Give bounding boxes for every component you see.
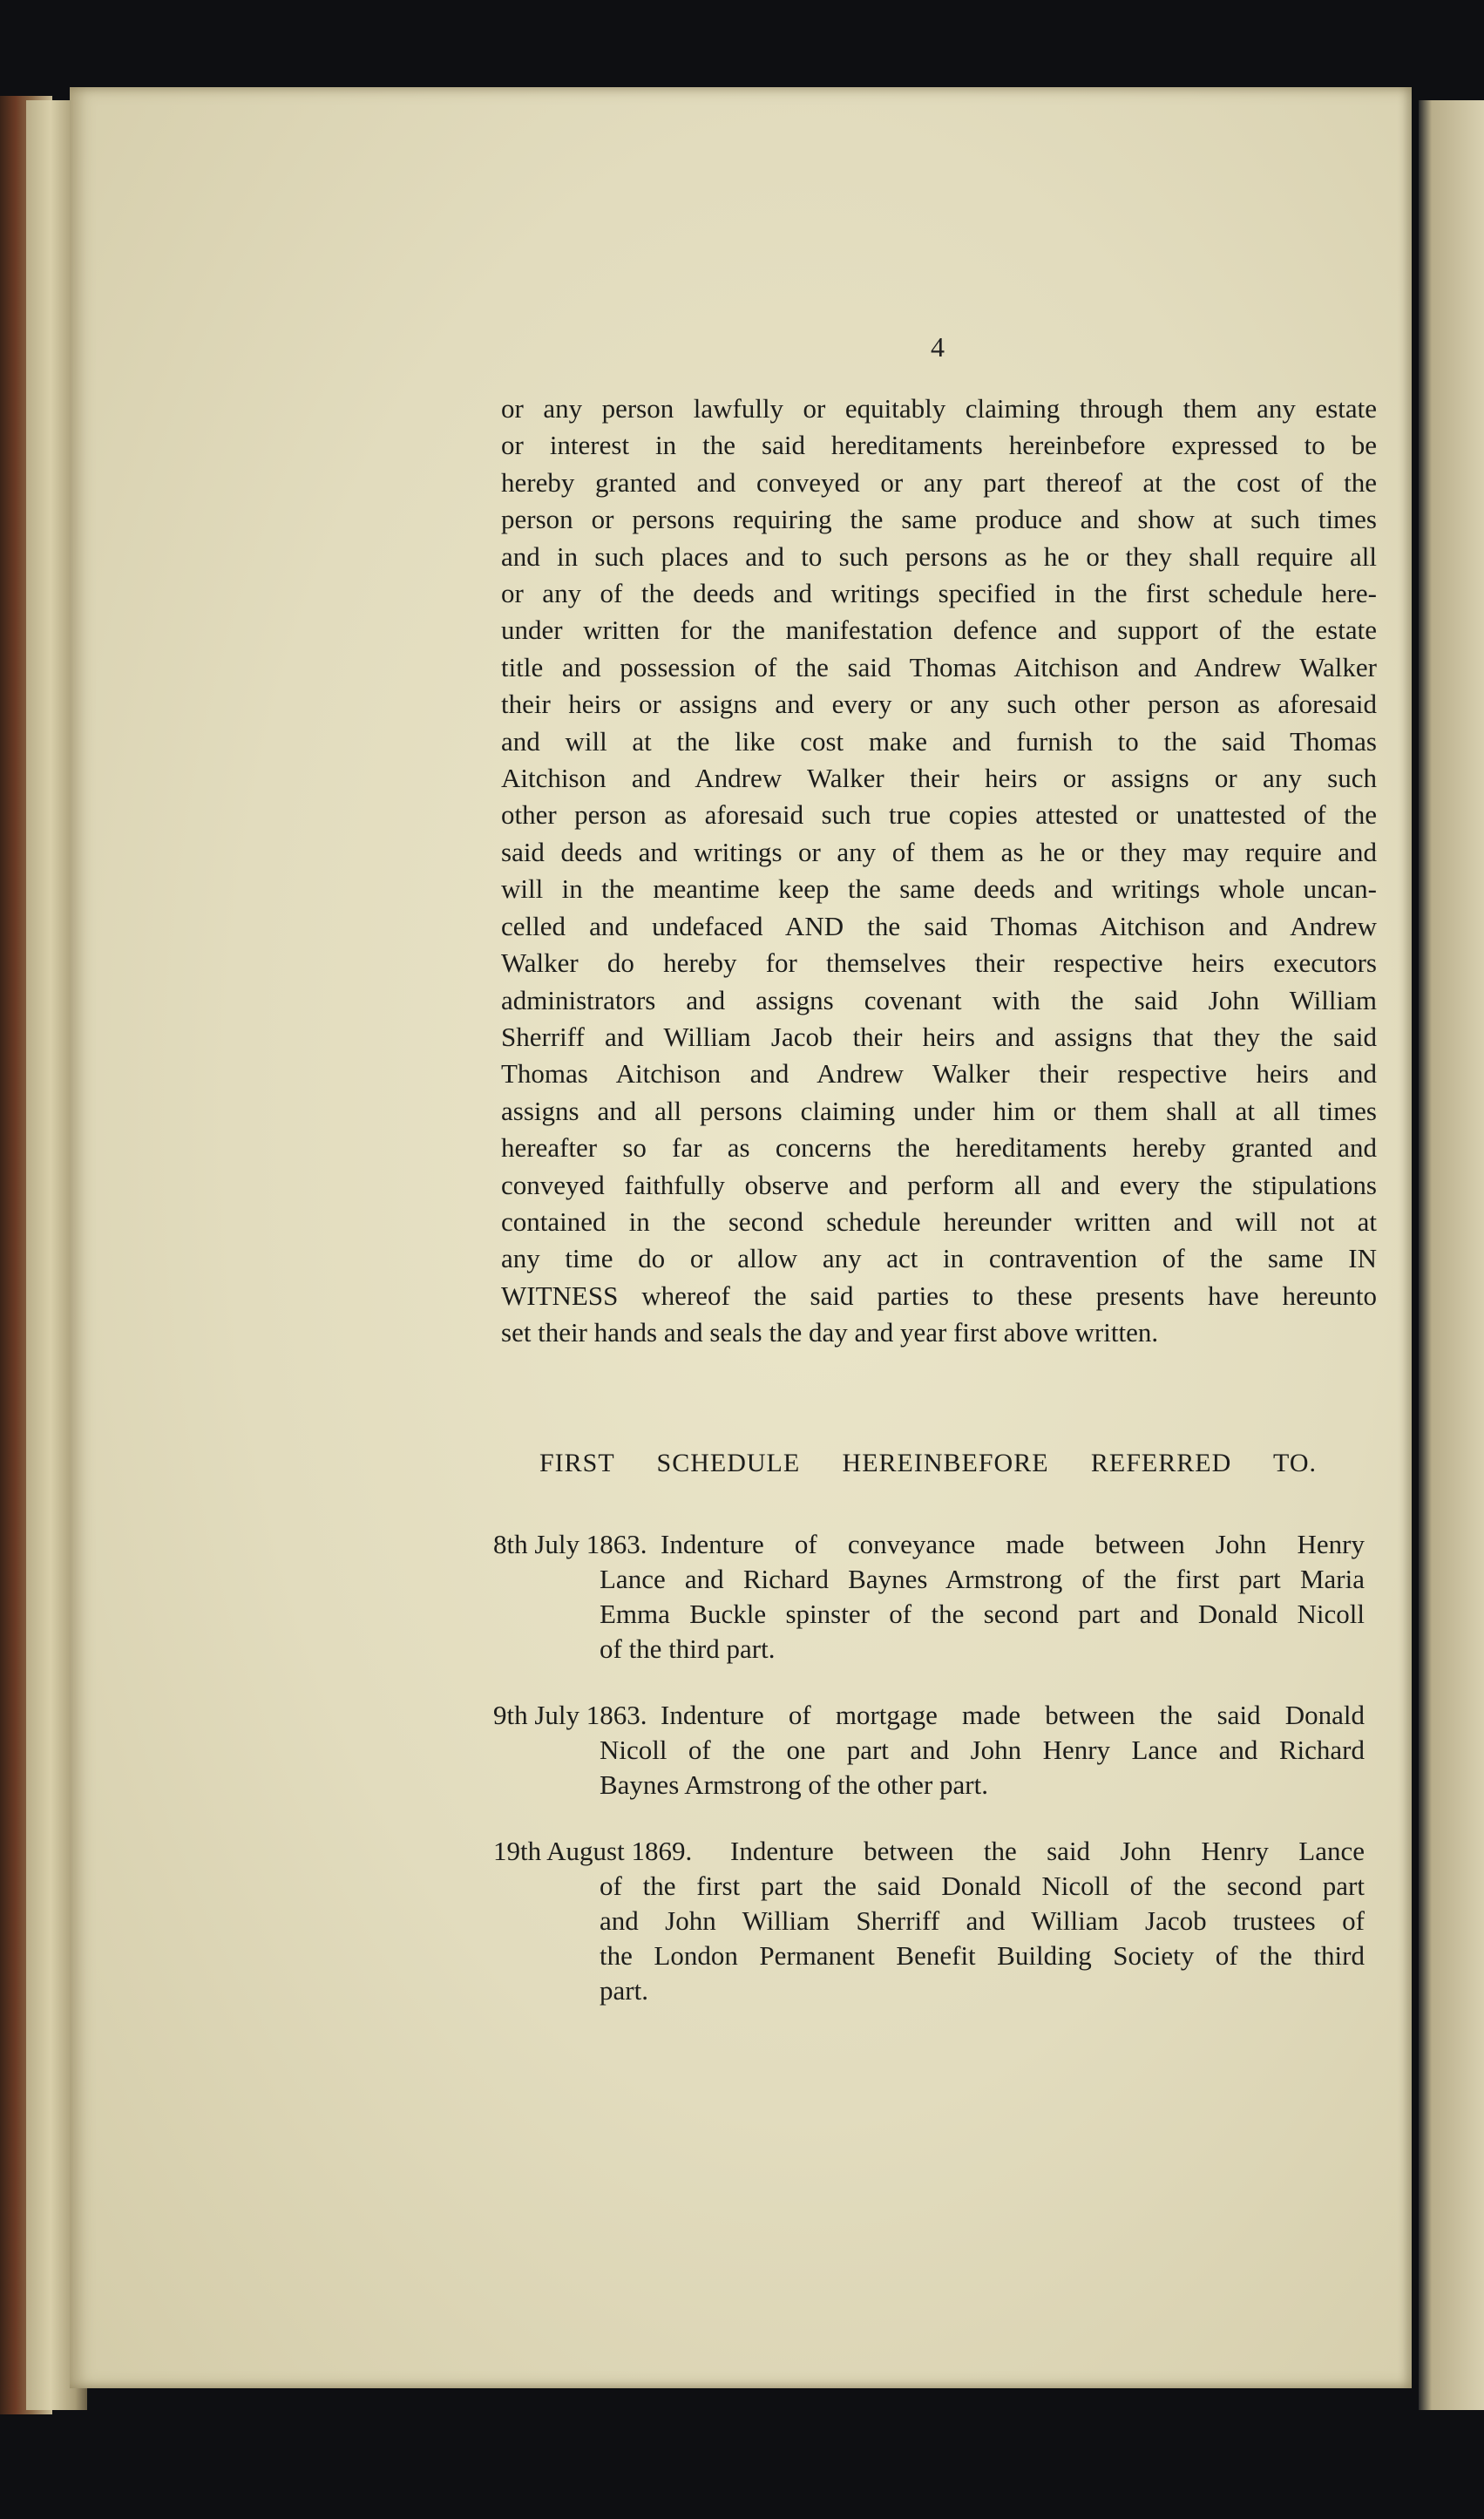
body-line: any time do or allow any act in contravention of the same IN (501, 1243, 1377, 1274)
schedule-entry (493, 1834, 1365, 2008)
body-line: WITNESS whereof the said parties to these presents have hereunto (501, 1280, 1377, 1311)
body-line: or any of the deeds and writings specified in the first schedule here- (501, 578, 1377, 609)
body-line: set their hands and seals the day and year first above written. (501, 1317, 1159, 1348)
body-line: their heirs or assigns and every or any such other person as aforesaid (501, 689, 1377, 720)
body-line: hereafter so far as concerns the hereditaments hereby granted and (501, 1132, 1377, 1164)
body-line: conveyed faithfully observe and perform all and every the stipulations (501, 1169, 1377, 1200)
body-line: administrators and assigns covenant with the said John William (501, 984, 1377, 1015)
body-line: other person as aforesaid such true copies attested or unattested of the (501, 799, 1377, 831)
body-line: person or persons requiring the same produce and show at such times (501, 504, 1377, 535)
entry-date: 8th July 1863. (493, 1529, 647, 1559)
schedule-heading: FIRST SCHEDULE HEREINBEFORE REFERRED TO. (539, 1449, 1317, 1477)
entry-line: Indenture of conveyance made between John Henry (661, 1529, 1365, 1559)
body-line: Sherriff and William Jacob their heirs and assigns that they the said (501, 1021, 1377, 1052)
body-line: assigns and all persons claiming under him or them shall at all times (501, 1095, 1377, 1126)
body-line: title and possession of the said Thomas Aitchison and Andrew Walker (501, 651, 1377, 682)
entry-line: the London Permanent Benefit Building Society of the third (600, 1940, 1365, 1971)
entry-line: of the third part. (600, 1633, 776, 1664)
schedule-entry (493, 1698, 1365, 1803)
entry-line: Lance and Richard Baynes Armstrong of the first part Maria (600, 1564, 1365, 1594)
page-number: 4 (931, 331, 945, 363)
body-line: Thomas Aitchison and Andrew Walker their respective heirs and (501, 1058, 1377, 1090)
body-line: and in such places and to such persons as he or they shall require all (501, 540, 1377, 572)
entry-line: Indenture between the said John Henry Lance (730, 1836, 1365, 1866)
body-text (501, 390, 1377, 1352)
entry-line: Emma Buckle spinster of the second part and Donald Nicoll (600, 1599, 1365, 1629)
schedule-entry (493, 1527, 1365, 1667)
body-line: will in the meantime keep the same deeds and writings whole uncan- (501, 873, 1377, 905)
body-line: celled and undefaced AND the said Thomas Aitchison and Andrew (501, 910, 1377, 941)
entry-line: Indenture of mortgage made between the said Donald (661, 1700, 1365, 1730)
entry-date: 9th July 1863. (493, 1700, 647, 1730)
entry-line: part. (600, 1975, 648, 2006)
body-line: contained in the second schedule hereunder written and will not at (501, 1205, 1377, 1237)
body-line: hereby granted and conveyed or any part thereof at the cost of the (501, 466, 1377, 498)
entry-line: and John William Sherriff and William Jacob trustees of (600, 1905, 1365, 1936)
body-line: said deeds and writings or any of them as he or they may require and (501, 836, 1377, 867)
entry-line: Baynes Armstrong of the other part. (600, 1769, 988, 1800)
entry-line: of the first part the said Donald Nicoll of the second part (600, 1871, 1365, 1901)
facing-page-edge (1419, 100, 1484, 2410)
entry-line: Nicoll of the one part and John Henry Lance and Richard (600, 1735, 1365, 1765)
body-line: and will at the like cost make and furnish to the said Thomas (501, 725, 1377, 757)
body-line: Aitchison and Andrew Walker their heirs or assigns or any such (501, 763, 1377, 794)
body-line: Walker do hereby for themselves their respective heirs executors (501, 947, 1377, 979)
body-line: or interest in the said hereditaments hereinbefore expressed to be (501, 430, 1377, 461)
schedule-entries (493, 1527, 1365, 2040)
body-line: under written for the manifestation defence and support of the estate (501, 614, 1377, 646)
body-line: or any person lawfully or equitably claiming through them any estate (501, 393, 1377, 424)
entry-date: 19th August 1869. (493, 1836, 693, 1866)
